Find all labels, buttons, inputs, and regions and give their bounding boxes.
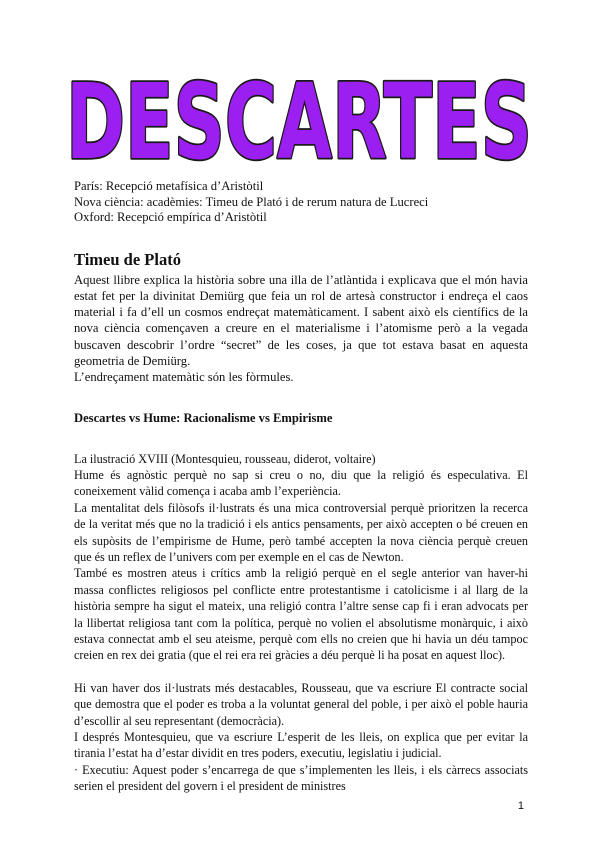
descartes-hume-section bbox=[74, 451, 528, 664]
timeu-heading: Timeu de Plató bbox=[74, 249, 181, 269]
note-paris: París: Recepció metafísica d’Aristòtil bbox=[74, 179, 264, 193]
illustrats-section bbox=[74, 680, 528, 795]
timeu-paragraph: Aquest llibre explica la història sobre una illa de l’atlàntida i explicava que el món havia estat fet per la divinitat Demiürg que feia un rol de artesà constructor i endreça el caos material i fa d’ell un cosmos endreçat matemàticament. I sabent això els científics de la nova ciència començaven a creure en el materialisme i l’atomisme però a la vegada buscaven descobrir l’ordre “secret” de les coses, ja que tot estava basat en aquesta geometria de Demiürg. bbox=[74, 272, 528, 368]
ateus-paragraph: També es mostren ateus i crítics amb la religió perquè en el segle anterior van haver-hi massa conflictes religiosos pel conflicte entre protestantisme i catolicisme i al llarg de la història sempre ha sigut el mateix, una religió contra l’altre sense cap fi i eran advocats per la llibertat religiosa tant com la política, perquè no volien el absolutisme monàrquic, i això estava connectat amb el seu ateisme, perquè com ells no creien que hi havia un déu tampoc creien en rex dei gratia (que el rei era rei gràcies a déu perquè li ha posat en aquest lloc). bbox=[74, 566, 528, 663]
timeu-formules-line: L’endreçament matemàtic són les fòrmules. bbox=[74, 370, 294, 385]
mentalitat-paragraph: La mentalitat dels filòsofs il·lustrats és una mica controversial perquè prioritzen la recerca de la veritat més que no la tradició i els antics pensaments, per això accepten o bé creuen en els supòsits de l’empirisme de Hume, però també accepten la nova ciència perquè creuen que és un reflex de l’univers com per exemple en el cas de Newton. bbox=[74, 500, 528, 565]
note-nova-ciencia: Nova ciència: acadèmies: Timeu de Plató i de rerum natura de Lucreci bbox=[74, 194, 429, 209]
hume-paragraph: Hume és agnòstic perquè no sap si creu o no, diu que la religió és especulativa. El coneixement vàlid comença i acaba amb l’experiència. bbox=[74, 467, 528, 499]
montesquieu-paragraph: I després Montesquieu, que va escriure L’esperit de les lleis, on explica que per evitar la tirania l’estat ha d’estar dividit en tres poders, executiu, legislatiu i judicial. bbox=[74, 730, 528, 761]
timeu-section bbox=[74, 272, 528, 386]
page-number: 1 bbox=[517, 800, 524, 812]
page-content bbox=[74, 179, 528, 795]
rousseau-paragraph: Hi van haver dos il·lustrats més destacables, Rousseau, que va escriure El contracte social que demostra que el poder es troba a la voluntat general del poble, i per això el poble hauria d’escollir al seu representant (democràcia). bbox=[74, 680, 528, 728]
note-oxford: Oxford: Recepció empírica d’Aristòtil bbox=[74, 210, 267, 224]
executiu-paragraph: · Executiu: Aquest poder s’encarrega de que s’implementen les lleis, i els càrrecs associats serien el president del govern i el president de ministres bbox=[74, 762, 528, 794]
descartes-hume-heading: Descartes vs Hume: Racionalisme vs Empirisme bbox=[74, 410, 333, 425]
banner-title-text: DESCARTES bbox=[66, 61, 532, 178]
ilustracio-line: La ilustració XVIII (Montesquieu, rousseau, diderot, voltaire) bbox=[74, 451, 376, 466]
reception-notes bbox=[74, 179, 528, 226]
descartes-title-banner bbox=[62, 58, 536, 178]
